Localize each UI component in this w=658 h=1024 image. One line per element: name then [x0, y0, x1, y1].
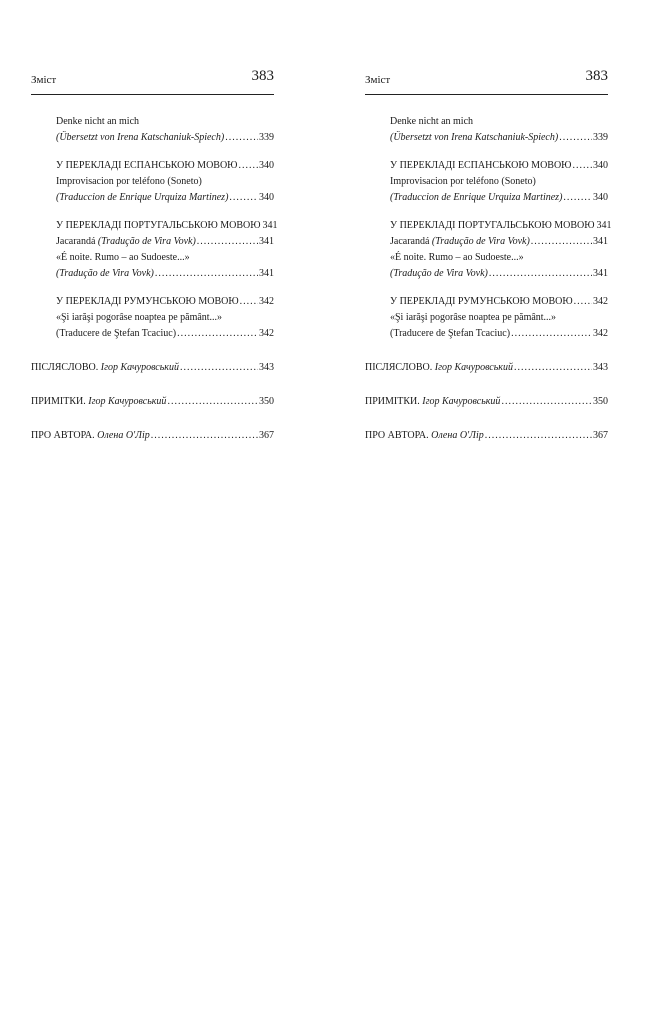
toc-entry [31, 428, 274, 444]
dot-leader [180, 360, 258, 376]
toc-page-ref: 340 [593, 192, 608, 203]
toc-entry [365, 190, 608, 206]
toc-entry [31, 114, 274, 130]
entry-text: «Şi iarăşi pogorâse noaptea pe pământ...» [390, 312, 557, 323]
toc-page-ref: 343 [259, 362, 274, 373]
toc-entry-title [365, 360, 513, 376]
toc-page-ref: 340 [593, 160, 608, 171]
toc-page-ref: 342 [593, 328, 608, 339]
entry-text: У ПЕРЕКЛАДІ ЕСПАНСЬКОЮ МОВОЮ [390, 160, 572, 171]
toc-entry-title [390, 310, 556, 326]
entry-italic-text: Ігор Качуровський [422, 396, 501, 407]
toc-entry [31, 218, 278, 234]
spacer [365, 376, 608, 394]
entry-italic-text: (Tradução de Vira Vovk) [97, 236, 196, 247]
dot-leader [563, 190, 592, 206]
toc-entry-title [56, 326, 176, 342]
toc-entry-title [390, 218, 595, 234]
entry-italic-text: (Übersetzt von Irena Katschaniuk-Spiech) [56, 132, 225, 143]
toc-entry [365, 310, 608, 326]
toc-page-ref: 341 [596, 220, 612, 231]
toc-entry [31, 190, 274, 206]
entry-text: Jacarandá [56, 236, 98, 247]
toc-page-ref: 341 [262, 220, 278, 231]
toc-entry-title [390, 190, 562, 206]
spacer [365, 410, 608, 428]
entry-italic-text: Ігор Качуровський [434, 362, 513, 373]
entry-text: «Şi iarăşi pogorâse noaptea pe pământ...» [56, 312, 223, 323]
dot-leader [501, 394, 592, 410]
toc-page-ref: 342 [259, 296, 274, 307]
entry-italic-text: Олена О'Лір [97, 430, 150, 441]
entry-text: Denke nicht an mich [56, 116, 140, 127]
toc-entry-title [390, 130, 558, 146]
entry-text: У ПЕРЕКЛАДІ ПОРТУГАЛЬСЬКОЮ МОВОЮ [56, 220, 261, 231]
page-number: 383 [585, 68, 608, 84]
toc-entry-title [56, 218, 261, 234]
page-header [365, 68, 608, 95]
dot-leader [167, 394, 258, 410]
spacer [31, 206, 274, 218]
toc-entry-title [31, 360, 179, 376]
toc-page-ref: 367 [259, 430, 274, 441]
dot-leader [155, 266, 258, 282]
toc-entry-title [56, 266, 154, 282]
entry-text: ПРО АВТОРА. [31, 430, 98, 441]
spacer [365, 146, 608, 158]
toc-entry-title [56, 190, 228, 206]
toc-entry [365, 114, 608, 130]
page-header [31, 68, 274, 95]
toc-entry-title [365, 394, 500, 410]
toc-entry [365, 394, 608, 410]
spacer [365, 282, 608, 294]
toc-page-ref: 350 [259, 396, 274, 407]
entry-text: Jacarandá [390, 236, 432, 247]
entry-text: (Traducere de Ştefan Tcaciuc) [56, 328, 177, 339]
toc-entry-title [390, 250, 524, 266]
toc-entry-title [56, 114, 139, 130]
toc-page-ref: 350 [593, 396, 608, 407]
toc-entry-title [365, 428, 484, 444]
dot-leader [511, 326, 592, 342]
toc-entry-title [390, 174, 536, 190]
toc-page-ref: 340 [259, 192, 274, 203]
toc-page-ref: 367 [593, 430, 608, 441]
toc-entries [31, 114, 278, 444]
spacer [31, 410, 274, 428]
dot-leader [489, 266, 592, 282]
entry-text: У ПЕРЕКЛАДІ ПОРТУГАЛЬСЬКОЮ МОВОЮ [390, 220, 595, 231]
toc-entries [365, 114, 612, 444]
entry-italic-text: Ігор Качуровський [88, 396, 167, 407]
dot-leader [177, 326, 258, 342]
entry-italic-text: (Übersetzt von Irena Katschaniuk-Spiech) [390, 132, 559, 143]
toc-entry-title [390, 294, 573, 310]
toc-entry [365, 326, 608, 342]
toc-entry [31, 294, 274, 310]
toc-entry-title [56, 234, 196, 250]
toc-entry-title [31, 394, 166, 410]
toc-page-ref: 339 [593, 132, 608, 143]
toc-entry [31, 250, 274, 266]
toc-entry-title [56, 294, 239, 310]
toc-entry-title [56, 130, 224, 146]
entry-text: У ПЕРЕКЛАДІ ЕСПАНСЬКОЮ МОВОЮ [56, 160, 238, 171]
toc-entry-title [56, 250, 190, 266]
dot-leader [197, 234, 258, 250]
toc-entry-title [390, 266, 488, 282]
entry-text: ПРИМІТКИ. [365, 396, 423, 407]
toc-entry [31, 360, 274, 376]
entry-italic-text: (Tradução de Vira Vovk) [431, 236, 530, 247]
toc-page-ref: 341 [593, 236, 608, 247]
page-number: 383 [251, 68, 274, 84]
dot-leader [229, 190, 258, 206]
entry-italic-text: (Traduccion de Enrique Urquiza Martinez) [56, 192, 229, 203]
toc-page-ref: 343 [593, 362, 608, 373]
dot-leader [240, 294, 258, 310]
toc-page-ref: 339 [259, 132, 274, 143]
toc-entry-title [31, 428, 150, 444]
entry-text: (Traducere de Ştefan Tcaciuc) [390, 328, 511, 339]
running-title: Зміст [31, 74, 57, 86]
toc-entry-title [390, 114, 473, 130]
entry-text: У ПЕРЕКЛАДІ РУМУНСЬКОЮ МОВОЮ [56, 296, 239, 307]
entry-italic-text: (Tradução de Vira Vovk) [390, 268, 488, 279]
toc-page-ref: 340 [259, 160, 274, 171]
dot-leader [514, 360, 592, 376]
dot-leader [559, 130, 592, 146]
toc-entry [31, 234, 274, 250]
toc-entry [31, 130, 274, 146]
toc-entry [365, 428, 608, 444]
toc-entry [365, 266, 608, 282]
spacer [365, 206, 608, 218]
entry-italic-text: (Traduccion de Enrique Urquiza Martinez) [390, 192, 563, 203]
toc-entry [365, 158, 608, 174]
toc-page-left [31, 68, 278, 444]
entry-text: ПРО АВТОРА. [365, 430, 432, 441]
entry-text: «É noite. Rumo – ao Sudoeste...» [56, 252, 190, 263]
dot-leader [151, 428, 258, 444]
running-title: Зміст [365, 74, 391, 86]
entry-text: Denke nicht an mich [390, 116, 474, 127]
entry-text: ПРИМІТКИ. [31, 396, 89, 407]
entry-text: «É noite. Rumo – ao Sudoeste...» [390, 252, 524, 263]
spacer [31, 282, 274, 294]
dot-leader [238, 158, 258, 174]
toc-page-right [365, 68, 612, 444]
entry-italic-text: Олена О'Лір [431, 430, 484, 441]
toc-entry [31, 310, 274, 326]
spacer [31, 146, 274, 158]
toc-entry-title [56, 174, 202, 190]
entry-text: ПІСЛЯСЛОВО. [31, 362, 101, 373]
toc-entry [365, 250, 608, 266]
spacer [31, 342, 274, 360]
entry-text: У ПЕРЕКЛАДІ РУМУНСЬКОЮ МОВОЮ [390, 296, 573, 307]
toc-entry [365, 130, 608, 146]
entry-italic-text: (Tradução de Vira Vovk) [56, 268, 154, 279]
toc-page-ref: 341 [259, 236, 274, 247]
toc-page-ref: 342 [259, 328, 274, 339]
toc-page-ref: 342 [593, 296, 608, 307]
toc-entry-title [56, 310, 222, 326]
toc-entry [365, 218, 612, 234]
toc-entry [365, 174, 608, 190]
toc-entry-title [56, 158, 237, 174]
toc-page-ref: 341 [259, 268, 274, 279]
toc-entry-title [390, 326, 510, 342]
toc-entry [365, 294, 608, 310]
toc-entry [31, 326, 274, 342]
entry-text: ПІСЛЯСЛОВО. [365, 362, 435, 373]
toc-entry [31, 266, 274, 282]
toc-entry-title [390, 158, 571, 174]
dot-leader [485, 428, 592, 444]
toc-entry [365, 360, 608, 376]
toc-entry [365, 234, 608, 250]
entry-italic-text: Ігор Качуровський [100, 362, 179, 373]
toc-entry [31, 394, 274, 410]
toc-entry [31, 174, 274, 190]
dot-leader [572, 158, 592, 174]
dot-leader [225, 130, 258, 146]
dot-leader [574, 294, 592, 310]
entry-text: Improvisacion por teléfono (Soneto) [56, 176, 202, 187]
toc-entry [31, 158, 274, 174]
toc-page-ref: 341 [593, 268, 608, 279]
spacer [31, 376, 274, 394]
entry-text: Improvisacion por teléfono (Soneto) [390, 176, 536, 187]
dot-leader [531, 234, 592, 250]
spacer [365, 342, 608, 360]
toc-entry-title [390, 234, 530, 250]
